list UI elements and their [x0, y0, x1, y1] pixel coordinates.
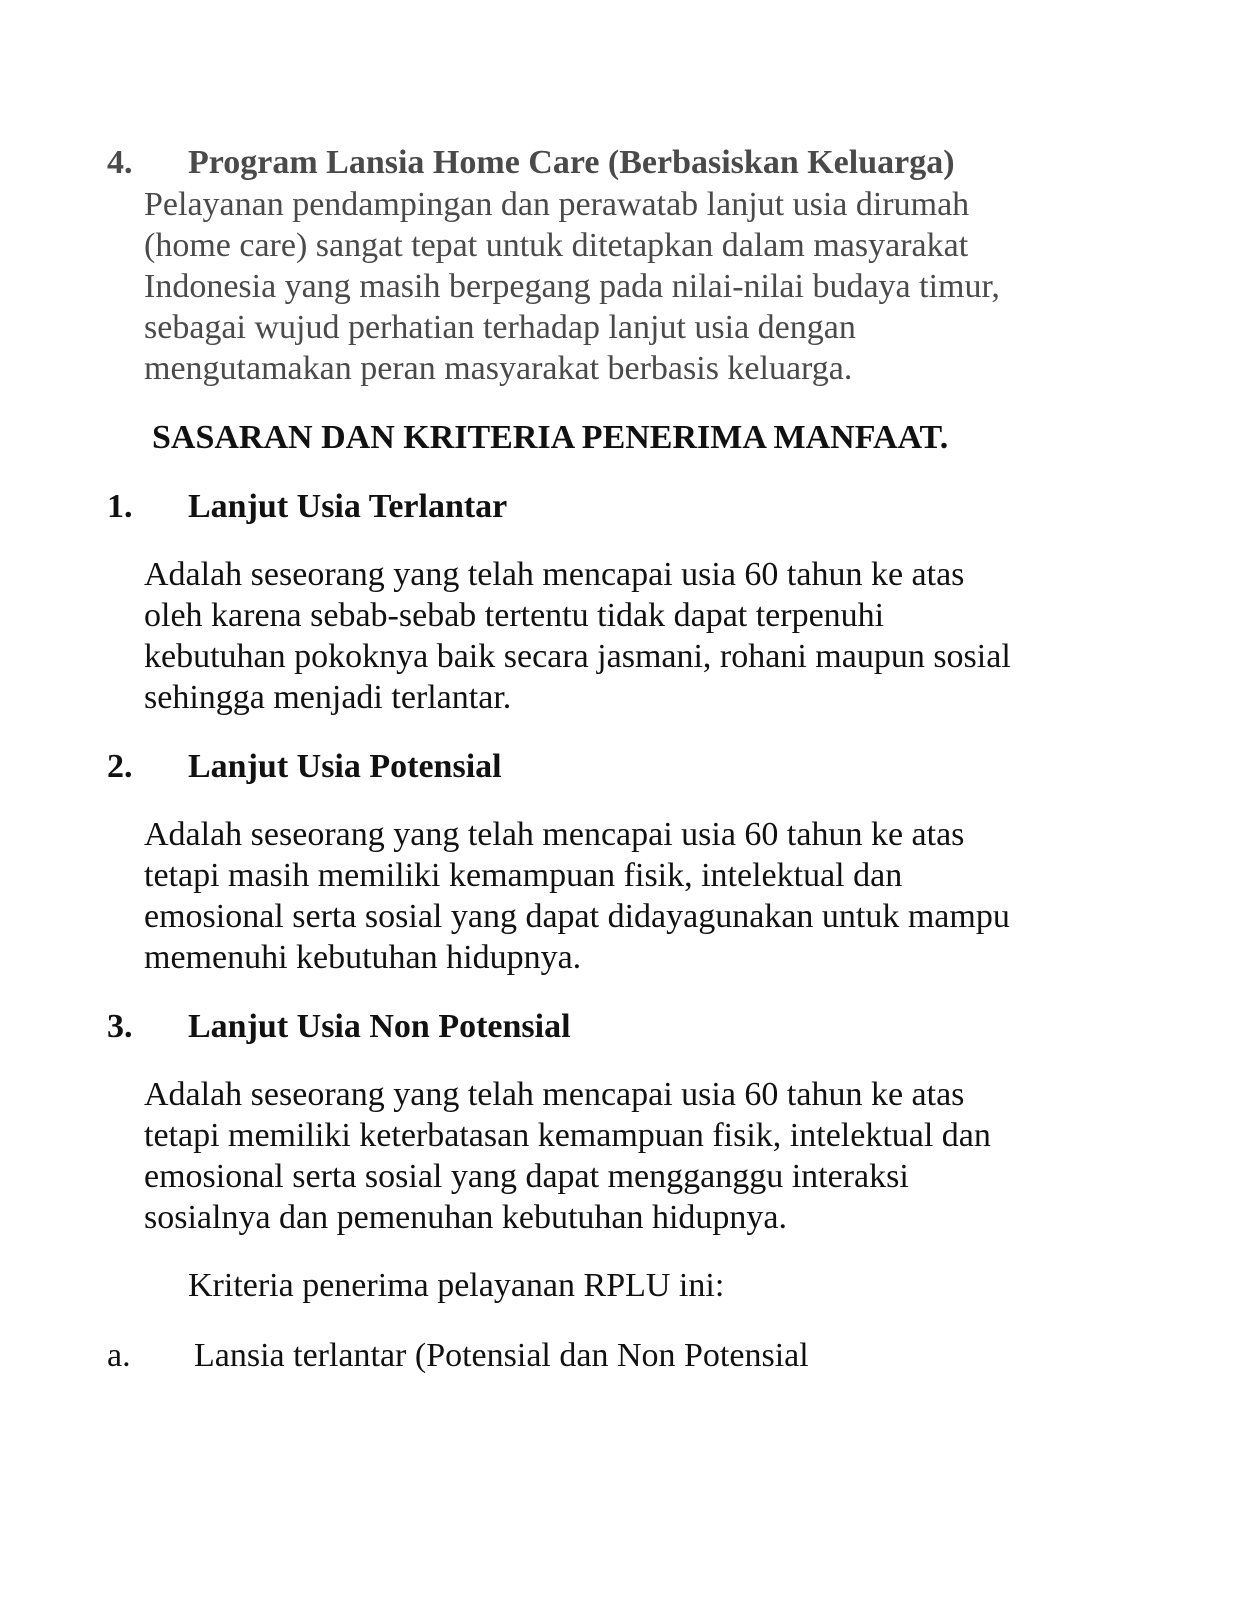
paragraph-line: mengutamakan peran masyarakat berbasis keluarga.: [144, 350, 853, 387]
item-3-title: Lanjut Usia Non Potensial: [188, 1008, 571, 1045]
main-heading: SASARAN DAN KRITERIA PENERIMA MANFAAT.: [152, 419, 949, 456]
section-4-number: 4.: [107, 144, 133, 181]
paragraph-line: Adalah seseorang yang telah mencapai usia 60 tahun ke atas: [144, 556, 965, 593]
paragraph-line: (home care) sangat tepat untuk ditetapkan dalam masyarakat: [144, 227, 969, 264]
criteria-marker: a.: [107, 1337, 131, 1374]
paragraph-line: Adalah seseorang yang telah mencapai usia 60 tahun ke atas: [144, 816, 965, 853]
item-1-title: Lanjut Usia Terlantar: [188, 488, 508, 525]
paragraph-line: sosialnya dan pemenuhan kebutuhan hidupnya.: [144, 1199, 788, 1236]
paragraph-line: tetapi masih memiliki kemampuan fisik, intelektual dan: [144, 857, 903, 894]
paragraph-line: sehingga menjadi terlantar.: [144, 679, 512, 716]
criteria-entry: Lansia terlantar (Potensial dan Non Potensial: [194, 1337, 809, 1374]
section-4-title: Program Lansia Home Care (Berbasiskan Keluarga): [188, 144, 955, 181]
item-3-number: 3.: [107, 1008, 133, 1045]
paragraph-line: emosional serta sosial yang dapat didayagunakan untuk mampu: [144, 898, 1010, 935]
item-2-number: 2.: [107, 748, 133, 785]
paragraph-line: tetapi memiliki keterbatasan kemampuan fisik, intelektual dan: [144, 1117, 991, 1154]
paragraph-line: sebagai wujud perhatian terhadap lanjut usia dengan: [144, 309, 856, 346]
paragraph-line: memenuhi kebutuhan hidupnya.: [144, 939, 582, 976]
paragraph-line: Pelayanan pendampingan dan perawatab lanjut usia dirumah: [144, 186, 970, 223]
paragraph-line: Adalah seseorang yang telah mencapai usia 60 tahun ke atas: [144, 1076, 965, 1113]
item-1-number: 1.: [107, 488, 133, 525]
paragraph-line: emosional serta sosial yang dapat mengganggu interaksi: [144, 1158, 909, 1195]
paragraph-line: kebutuhan pokoknya baik secara jasmani, rohani maupun sosial: [144, 638, 1011, 675]
paragraph-line: Indonesia yang masih berpegang pada nilai-nilai budaya timur,: [144, 268, 1000, 305]
item-2-title: Lanjut Usia Potensial: [188, 748, 502, 785]
paragraph-line: oleh karena sebab-sebab tertentu tidak dapat terpenuhi: [144, 597, 885, 634]
criteria-intro: Kriteria penerima pelayanan RPLU ini:: [188, 1267, 725, 1304]
